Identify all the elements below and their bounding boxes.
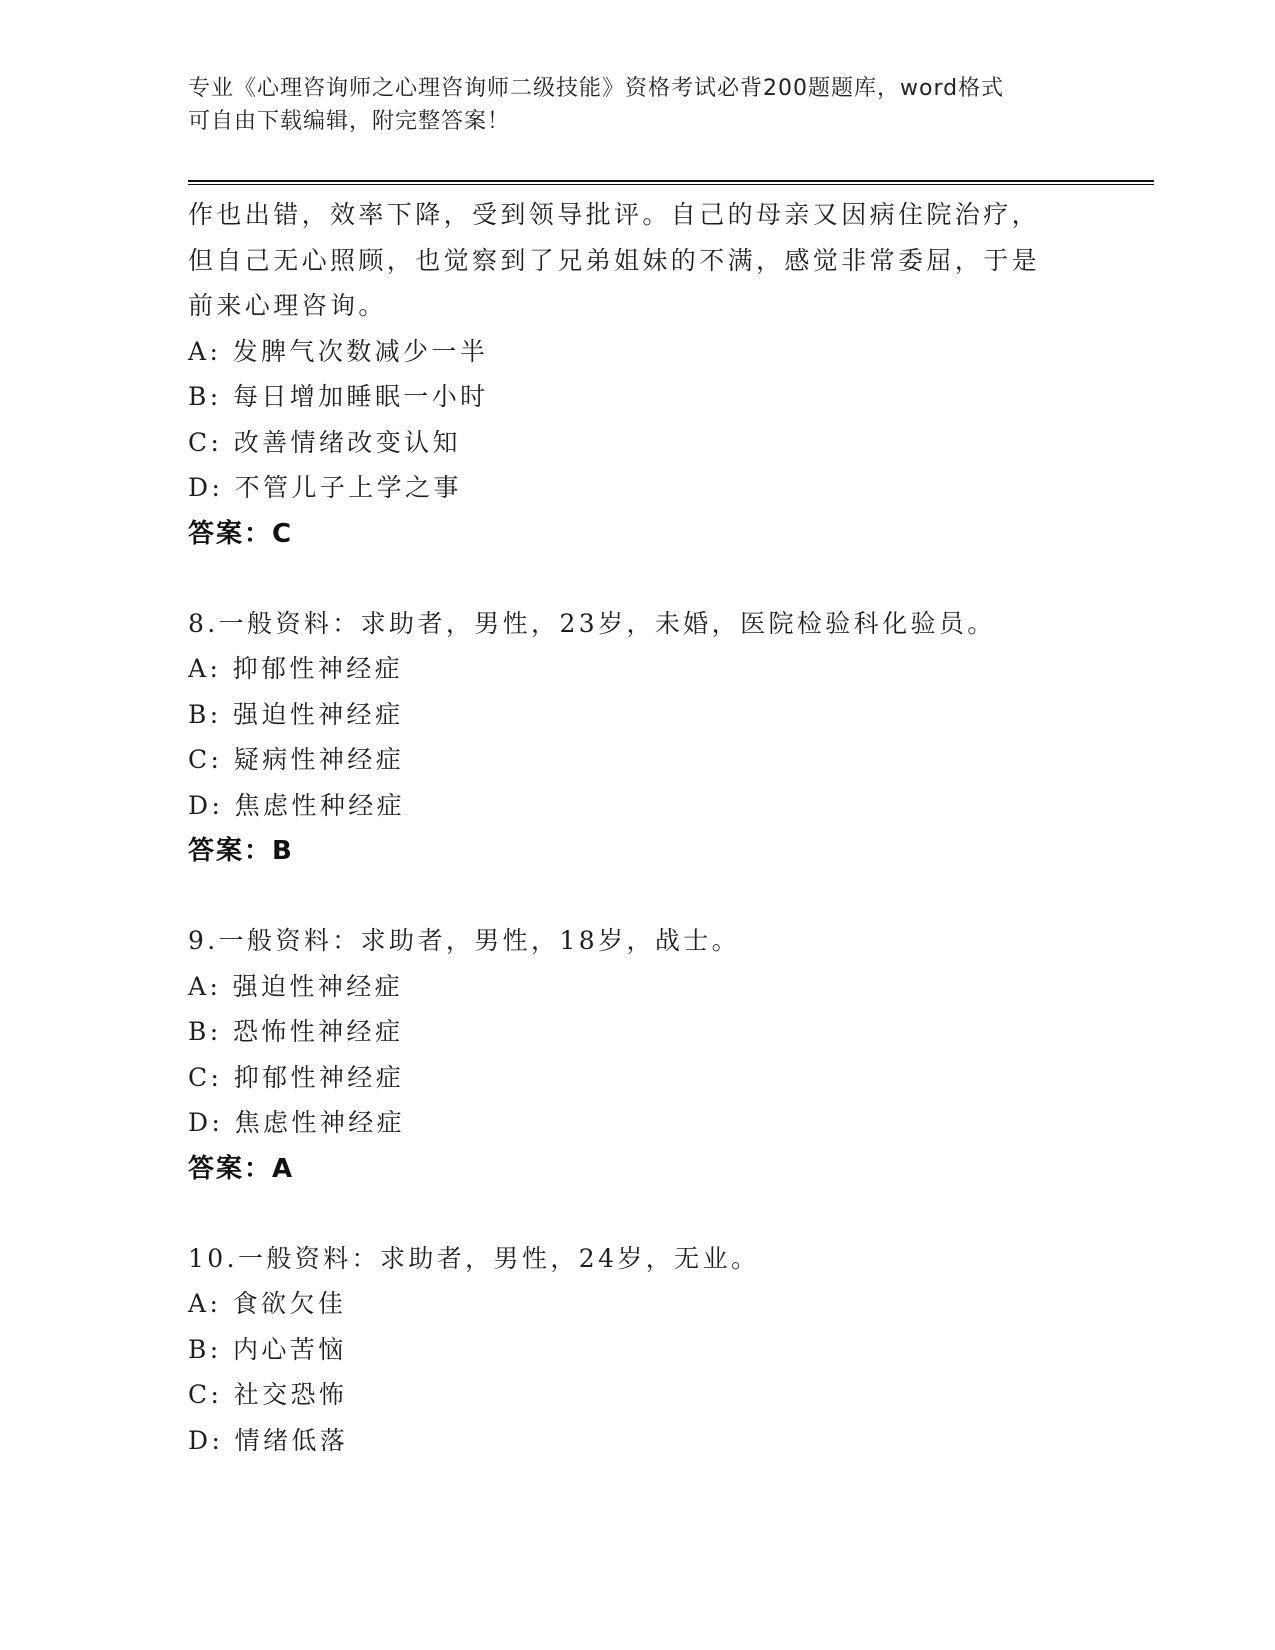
option-b: B: 恐怖性神经症 [188,1017,404,1046]
document-header [188,72,1088,138]
question-8 [188,601,1128,875]
option-a: A: 食欲欠佳 [188,1289,347,1318]
option-b: B: 每日增加睡眠一小时 [188,382,489,411]
header-divider-thin [188,184,1154,185]
header-title-line-1: 专业《心理咨询师之心理咨询师二级技能》资格考试必背200题题库，word格式 [188,76,1005,101]
question-text-line: 作也出错，效率下降，受到领导批评。自己的母亲又因病住院治疗， [188,200,1041,229]
question-9 [188,918,1128,1192]
question-10 [188,1236,1128,1464]
answer-label: 答案：C [188,518,294,549]
option-d: D: 情绪低落 [188,1425,349,1455]
option-b: B: 内心苦恼 [188,1334,347,1364]
option-c: C: 抑郁性神经症 [188,1062,405,1092]
document-body [188,192,1128,1463]
option-d: D: 焦虑性神经症 [188,1108,406,1137]
option-c: C: 改善情绪改变认知 [188,427,461,457]
option-b: B: 强迫性神经症 [188,699,404,729]
question-stem: 10.一般资料：求助者，男性，24岁，无业。 [188,1243,760,1273]
question-text-line: 但自己无心照顾，也觉察到了兄弟姐妹的不满，感觉非常委屈，于是 [188,245,1041,275]
option-c: C: 疑病性神经症 [188,745,405,774]
option-d: D: 不管儿子上学之事 [188,473,462,502]
question-7-continuation [188,192,1128,557]
answer-label: 答案：A [188,1153,295,1184]
answer-label: 答案：B [188,836,294,866]
option-a: A: 抑郁性神经症 [188,654,404,683]
question-stem: 8.一般资料：求助者，男性，23岁，未婚，医院检验科化验员。 [188,608,996,638]
header-divider-thick [188,180,1154,182]
option-a: A: 强迫性神经症 [188,971,404,1001]
option-c: C: 社交恐怖 [188,1380,348,1409]
option-d: D: 焦虑性种经症 [188,790,406,820]
question-text-line: 前来心理咨询。 [188,291,387,320]
header-title-line-2: 可自由下载编辑，附完整答案！ [188,109,511,134]
question-stem: 9.一般资料：求助者，男性，18岁，战士。 [188,926,741,955]
option-a: A: 发脾气次数减少一半 [188,336,489,366]
